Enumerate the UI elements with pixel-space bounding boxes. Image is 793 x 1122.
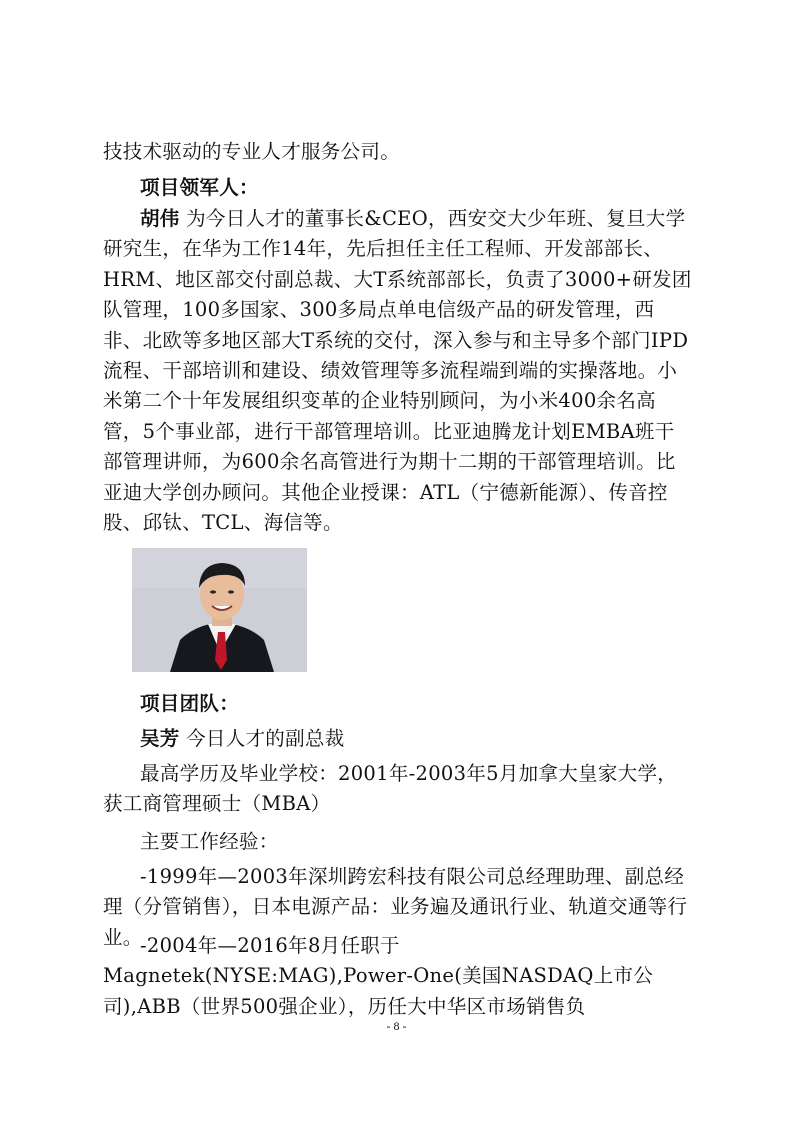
member-name: 吴芳 [140,727,180,750]
leader-bio: 为今日人才的董事长&CEO，西安交大少年班、复旦大学研究生，在华为工作14年，先后担任主任工程师、开发部部长、HRM、地区部交付副总裁、大T系统部部长，负责了3000+研发团队管理，100多国家、300多局点单电信级产品的研发管理，西非、北欧等多地区部大T系统的交付，深入参与和主导多个部门IPD流程、干部培训和建设、绩效管理等多流程端到端的实操落地。小米第二个十年发展组织变革的企业特别顾问，为小米400余名高管，5个事业部，进行干部管理培训。比亚迪腾龙计划EMBA班干部管理讲师，为600余名高管进行为期十二期的干部管理培训。比亚迪大学创办顾问。其他企业授课：ATL（宁德新能源）、传音控股、邱钛、TCL、海信等。 [103,207,692,535]
member-line [140,724,730,754]
experience-item-1: -1999年—2003年深圳跨宏科技有限公司总经理助理、副总经理（分管销售），日本电源产品：业务遍及通讯行业、轨道交通等行业。 [103,865,688,949]
member-title: 今日人才的副总裁 [179,727,345,750]
leader-photo [132,548,307,672]
team-heading: 项目团队： [140,692,240,715]
leader-bio-paragraph [103,204,693,538]
page-number: - 8 - [386,1019,407,1033]
leader-name: 胡伟 [140,207,180,230]
intro-line: 技技术驱动的专业人才服务公司。 [103,140,401,163]
member-education: 最高学历及毕业学校：2001年-2003年5月加拿大皇家大学，获工商管理硕士（MBA） [103,762,678,816]
experience-item-2: -2004年—2016年8月任职于Magnetek(NYSE:MAG),Power-One(美国NASDAQ上市公司),ABB（世界500强企业），历任大中华区市场销售负 [103,934,654,1018]
leader-heading: 项目领军人： [140,176,259,199]
experience-heading: 主要工作经验： [140,830,279,853]
portrait-image [132,548,307,672]
